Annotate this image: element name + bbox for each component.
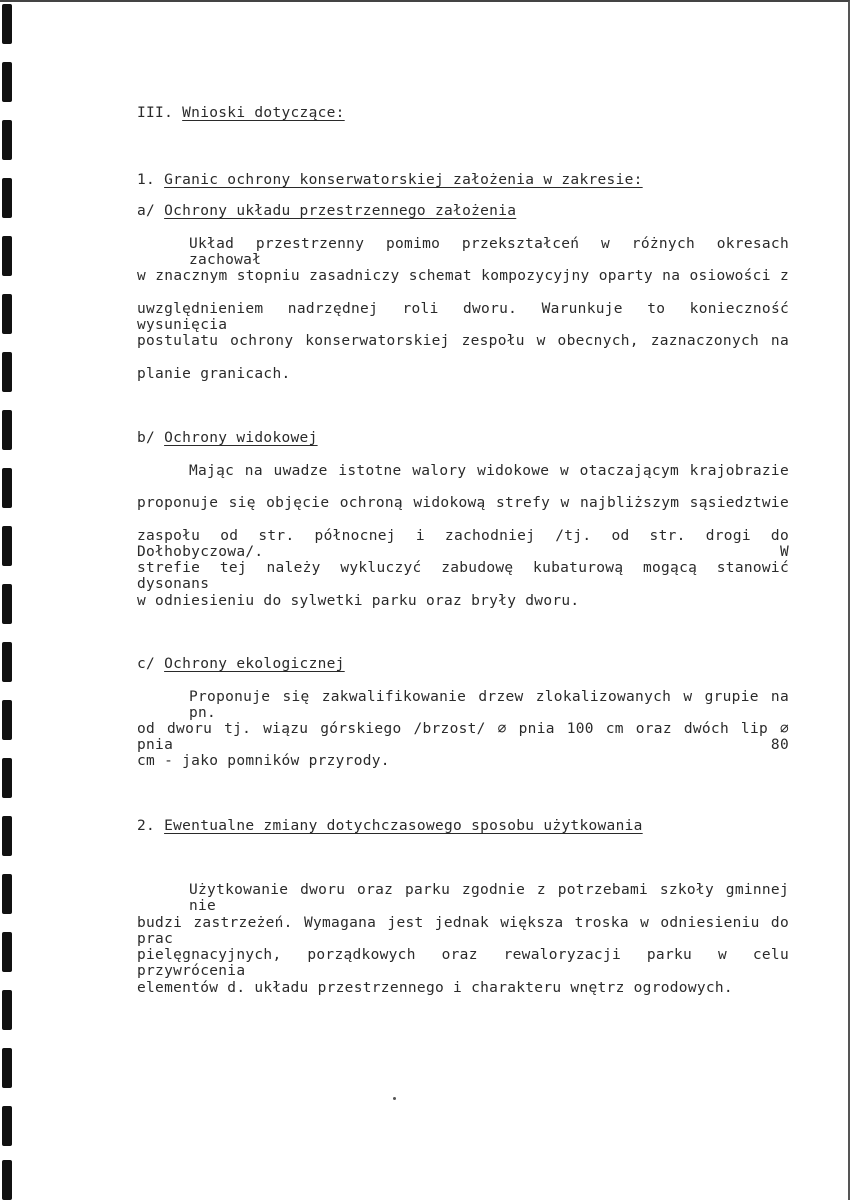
speck-mark — [393, 1097, 396, 1100]
section-2-title: Ewentualne zmiany dotychczasowego sposobu użytkowania — [164, 818, 643, 834]
binding-hole — [2, 468, 12, 508]
binding-hole — [2, 178, 12, 218]
binding-hole — [2, 932, 12, 972]
section-1-number: 1. — [137, 172, 156, 188]
paragraph-line: proponuje się objęcie ochroną widokową strefy w najbliższym sąsiedztwie — [137, 495, 789, 511]
paragraph-line: uwzględnieniem nadrzędnej roli dworu. Warunkuje to konieczność wysunięcia — [137, 301, 789, 333]
paragraph-line: elementów d. układu przestrzennego i charakteru wnętrz ogrodowych. — [137, 980, 733, 996]
paragraph-line: Mając na uwadze istotne walory widokowe w otaczającym krajobrazie — [189, 463, 789, 479]
subsection-c-letter: c/ — [137, 656, 156, 672]
subsection-a-heading — [137, 203, 516, 219]
binding-hole — [2, 874, 12, 914]
paragraph-line: Układ przestrzenny pomimo przekształceń w różnych okresach zachował — [189, 236, 789, 268]
binding-hole — [2, 642, 12, 682]
paragraph-line: budzi zastrzeżeń. Wymagana jest jednak większa troska w odniesieniu do prac — [137, 915, 789, 947]
binding-hole — [2, 62, 12, 102]
binding-hole — [2, 990, 12, 1030]
binding-holes — [0, 2, 20, 1202]
subsection-b-heading — [137, 430, 318, 446]
binding-hole — [2, 584, 12, 624]
subsection-b-title: Ochrony widokowej — [164, 430, 318, 446]
binding-hole — [2, 236, 12, 276]
paragraph-line: w odniesieniu do sylwetki parku oraz bryły dworu. — [137, 593, 580, 609]
paragraph-line: planie granicach. — [137, 366, 291, 382]
binding-hole — [2, 526, 12, 566]
section-1-heading — [137, 172, 643, 188]
subsection-a-title: Ochrony układu przestrzennego założenia — [164, 203, 517, 219]
binding-hole — [2, 294, 12, 334]
binding-hole — [2, 352, 12, 392]
paragraph-line: strefie tej należy wykluczyć zabudowę kubaturową mogącą stanowić dysonans — [137, 560, 789, 592]
section-2-number: 2. — [137, 818, 156, 834]
subsection-c-title: Ochrony ekologicznej — [164, 656, 345, 672]
binding-hole — [2, 1160, 12, 1200]
section-heading — [137, 105, 345, 121]
heading-number: III. — [137, 105, 174, 121]
binding-hole — [2, 4, 12, 44]
paragraph-line: Użytkowanie dworu oraz parku zgodnie z potrzebami szkoły gminnej nie — [189, 882, 789, 914]
binding-hole — [2, 700, 12, 740]
subsection-b-letter: b/ — [137, 430, 156, 446]
section-1-title: Granic ochrony konserwatorskiej założenia w zakresie: — [164, 172, 643, 188]
paragraph-line: cm - jako pomników przyrody. — [137, 753, 390, 769]
subsection-a-letter: a/ — [137, 203, 156, 219]
paragraph-line: od dworu tj. wiązu górskiego /brzost/ ⌀ pnia 100 cm oraz dwóch lip ⌀ pnia 80 — [137, 721, 789, 753]
binding-hole — [2, 1106, 12, 1146]
paragraph-line: zaspołu od str. północnej i zachodniej /tj. od str. drogi do Dołhobyczowa/. W — [137, 528, 789, 560]
paragraph-line: w znacznym stopniu zasadniczy schemat kompozycyjny oparty na osiowości z — [137, 268, 789, 284]
binding-hole — [2, 1048, 12, 1088]
binding-hole — [2, 816, 12, 856]
heading-title: Wnioski dotyczące: — [182, 105, 345, 121]
subsection-c-heading — [137, 656, 345, 672]
paragraph-line: pielęgnacyjnych, porządkowych oraz rewaloryzacji parku w celu przywrócenia — [137, 947, 789, 979]
binding-hole — [2, 120, 12, 160]
binding-hole — [2, 410, 12, 450]
binding-hole — [2, 758, 12, 798]
paragraph-line: Proponuje się zakwalifikowanie drzew zlokalizowanych w grupie na pn. — [189, 689, 789, 721]
paragraph-line: postulatu ochrony konserwatorskiej zespołu w obecnych, zaznaczonych na — [137, 333, 789, 349]
section-2-heading — [137, 818, 643, 834]
